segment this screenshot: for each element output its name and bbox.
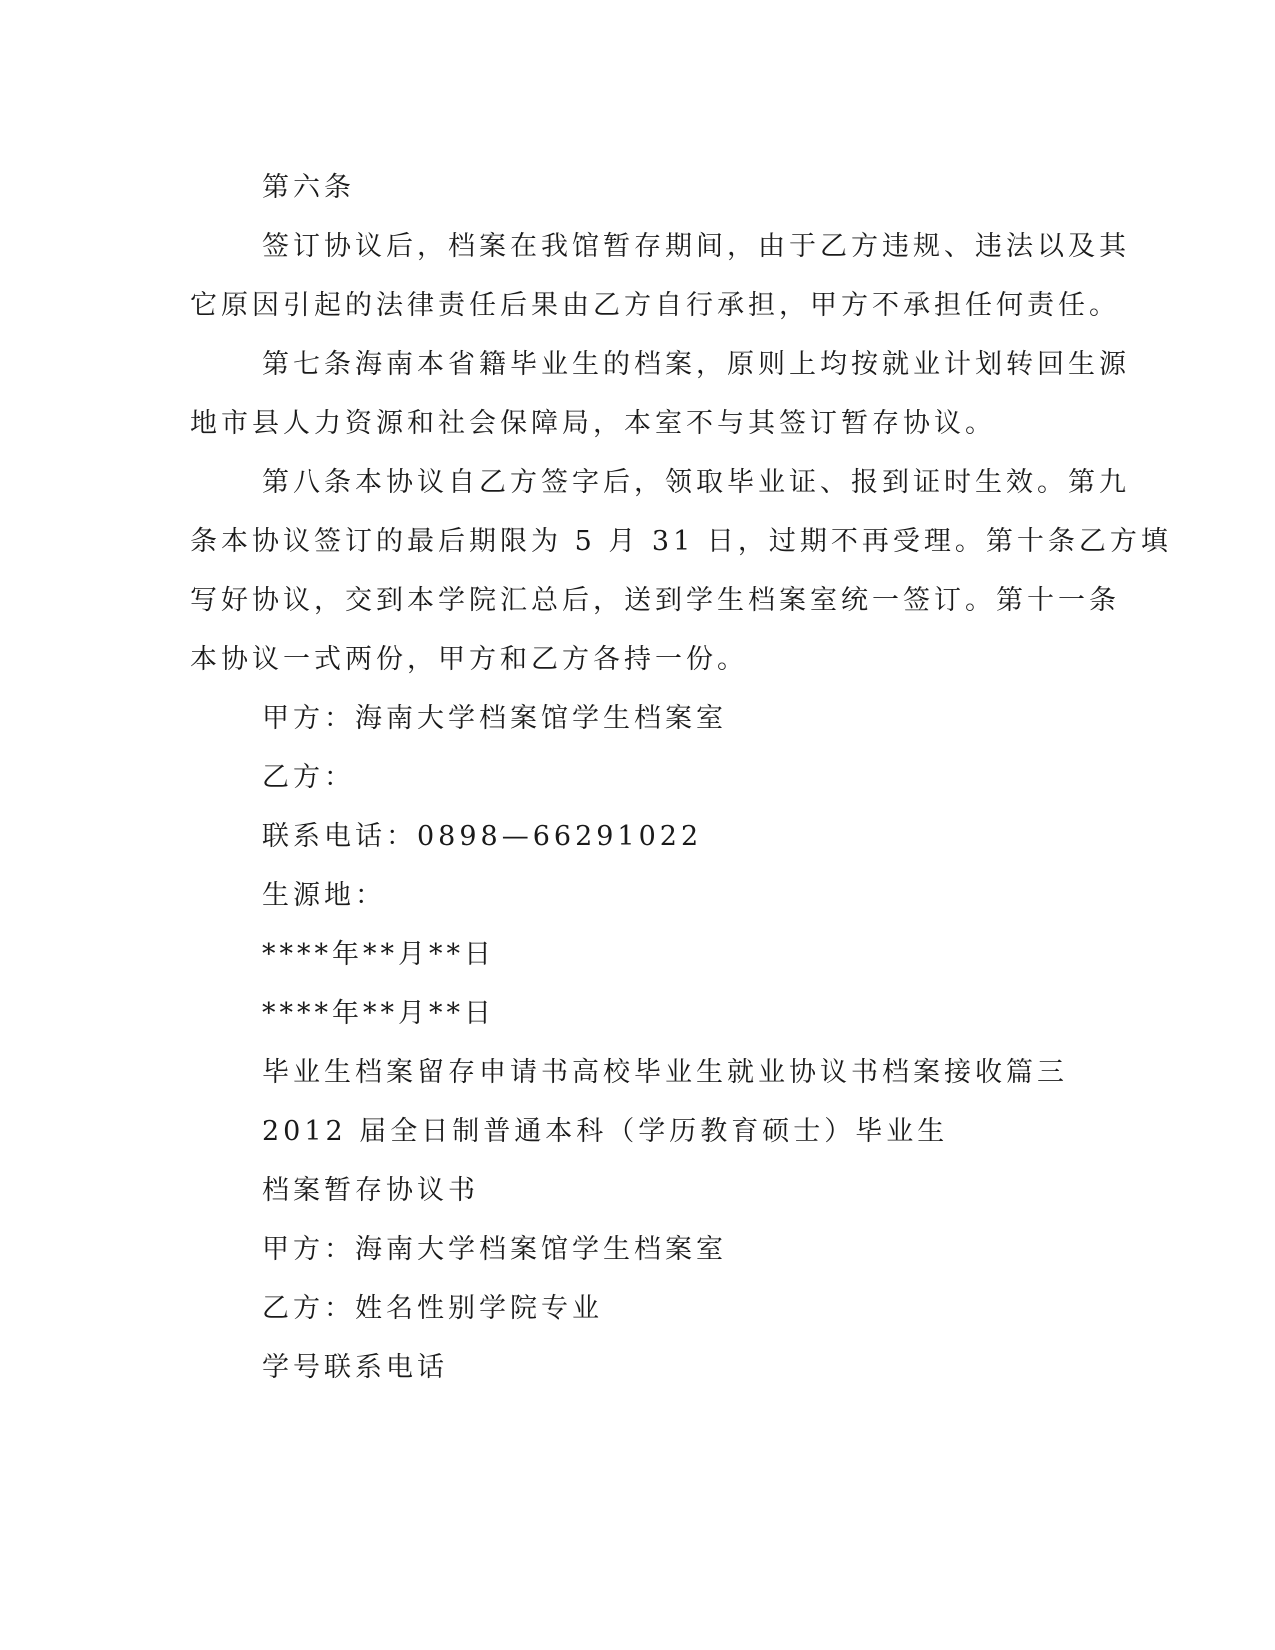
paragraph-line: 本协议一式两份，甲方和乙方各持一份。 <box>190 644 748 675</box>
section-title: 毕业生档案留存申请书高校毕业生就业协议书档案接收篇三 <box>262 1057 1068 1088</box>
article-7-paragraph <box>190 335 1130 453</box>
paragraph-line: 条本协议签订的最后期限为 5 月 31 日，过期不再受理。第十条乙方填 <box>190 526 1172 557</box>
document-body <box>190 158 1172 1397</box>
paragraph-line: 签订协议后，档案在我馆暂存期间，由于乙方违规、违法以及其 <box>262 231 1130 262</box>
party-a-line: 甲方：海南大学档案馆学生档案室 <box>262 703 727 734</box>
article-8-11-paragraph <box>190 453 1172 689</box>
agreement-title: 档案暂存协议书 <box>262 1175 479 1206</box>
origin-line: 生源地： <box>262 880 386 911</box>
party-b-line-2: 乙方：姓名性别学院专业 <box>262 1293 603 1324</box>
article-6-paragraph <box>190 217 1130 335</box>
party-a-line-2: 甲方：海南大学档案馆学生档案室 <box>262 1234 727 1265</box>
contact-phone-line: 联系电话：0898—66291022 <box>262 821 703 852</box>
date-line: ****年**月**日 <box>262 939 495 970</box>
paragraph-line: 第八条本协议自乙方签字后，领取毕业证、报到证时生效。第九 <box>262 467 1130 498</box>
paragraph-line: 地市县人力资源和社会保障局，本室不与其签订暂存协议。 <box>190 408 996 439</box>
paragraph-line: 写好协议，交到本学院汇总后，送到学生档案室统一签订。第十一条 <box>190 585 1120 616</box>
paragraph-line: 第七条海南本省籍毕业生的档案，原则上均按就业计划转回生源 <box>262 349 1130 380</box>
paragraph-line: 它原因引起的法律责任后果由乙方自行承担，甲方不承担任何责任。 <box>190 290 1120 321</box>
student-info-line: 学号联系电话 <box>262 1352 448 1383</box>
article-6-heading: 第六条 <box>262 172 355 203</box>
graduates-line: 2012 届全日制普通本科（学历教育硕士）毕业生 <box>262 1116 949 1147</box>
party-b-line: 乙方： <box>262 762 355 793</box>
date-line: ****年**月**日 <box>262 998 495 1029</box>
